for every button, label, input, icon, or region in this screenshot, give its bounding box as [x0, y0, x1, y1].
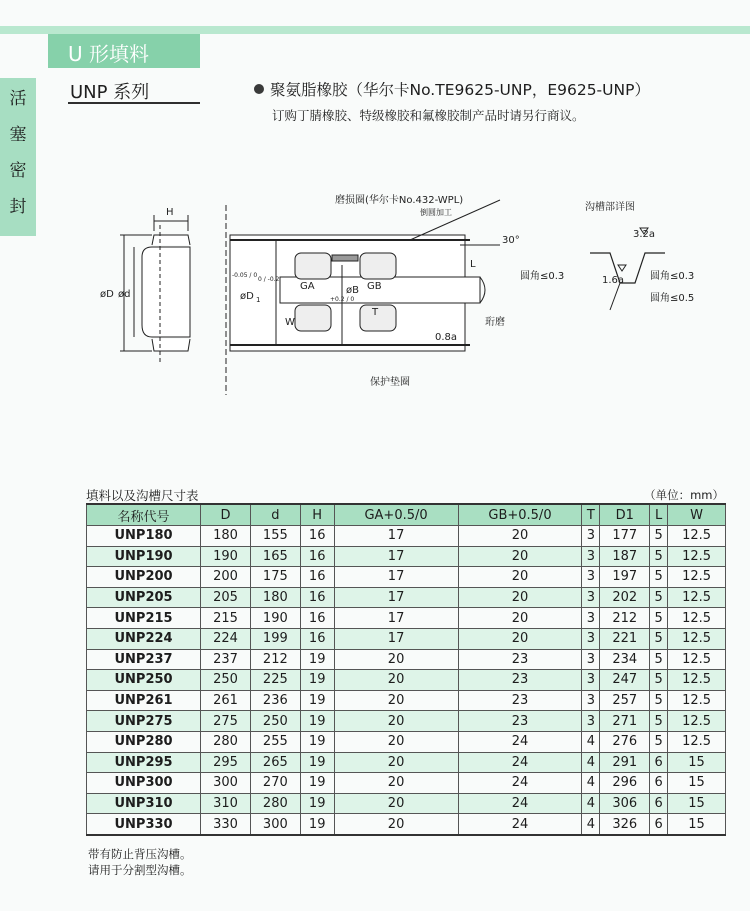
table-cell: 19	[300, 711, 334, 732]
table-cell: 247	[600, 670, 650, 691]
table-unit: （单位：mm）	[644, 488, 724, 502]
product-code-cell: UNP205	[87, 587, 201, 608]
table-cell: 24	[458, 793, 582, 814]
table-cell: 271	[600, 711, 650, 732]
table-cell: 165	[250, 546, 300, 567]
table-cell: 15	[668, 793, 726, 814]
table-cell: 4	[582, 773, 600, 794]
table-cell: 4	[582, 731, 600, 752]
table-cell: 199	[250, 628, 300, 649]
table-cell: 265	[250, 752, 300, 773]
table-cell: 261	[201, 690, 251, 711]
col-header: D	[201, 504, 251, 526]
table-cell: 236	[250, 690, 300, 711]
product-code-cell: UNP275	[87, 711, 201, 732]
table-title: 填料以及沟槽尺寸表	[86, 488, 199, 503]
table-cell: 19	[300, 670, 334, 691]
section-title: U 形填料	[68, 42, 149, 66]
table-cell: 17	[334, 546, 458, 567]
table-cell: 12.5	[668, 670, 726, 691]
packing-lip-upper	[152, 235, 190, 245]
dim-D1-subscript: 1	[256, 296, 261, 304]
table-cell: 20	[458, 628, 582, 649]
product-code-cell: UNP261	[87, 690, 201, 711]
table-cell: 6	[650, 773, 668, 794]
table-cell: 20	[458, 608, 582, 629]
wear-ring-label: 磨损圈(华尔卡No.432-WPL)	[335, 195, 464, 206]
table-cell: 212	[250, 649, 300, 670]
col-header: 名称代号	[87, 504, 201, 526]
col-header: L	[650, 504, 668, 526]
table-cell: 3	[582, 526, 600, 547]
packing-lip-lower	[152, 339, 190, 351]
table-cell: 20	[334, 793, 458, 814]
side-tab-char: 活	[9, 89, 27, 109]
table-cell: 12.5	[668, 546, 726, 567]
table-cell: 20	[458, 526, 582, 547]
table-cell: 16	[300, 546, 334, 567]
table-cell: 19	[300, 773, 334, 794]
table-cell: 250	[250, 711, 300, 732]
table-cell: 20	[334, 814, 458, 835]
table-cell: 234	[600, 649, 650, 670]
table-cell: 20	[458, 587, 582, 608]
table-cell: 4	[582, 814, 600, 835]
table-cell: 24	[458, 814, 582, 835]
table-cell: 15	[668, 752, 726, 773]
table-cell: 291	[600, 752, 650, 773]
table-cell: 3	[582, 628, 600, 649]
table-cell: 23	[458, 711, 582, 732]
table-cell: 3	[582, 608, 600, 629]
col-header: d	[250, 504, 300, 526]
table-cell: 17	[334, 628, 458, 649]
table-cell: 237	[201, 649, 251, 670]
table-row	[87, 793, 726, 814]
bullet-icon	[254, 84, 264, 94]
table-cell: 20	[334, 773, 458, 794]
table-cell: 19	[300, 793, 334, 814]
dimension-table	[86, 503, 726, 836]
table-cell: 20	[334, 711, 458, 732]
table-row	[87, 752, 726, 773]
col-header: H	[300, 504, 334, 526]
col-header: T	[582, 504, 600, 526]
table-cell: 23	[458, 690, 582, 711]
product-code-cell: UNP310	[87, 793, 201, 814]
dim-D-label: øD	[100, 289, 114, 300]
table-cell: 5	[650, 546, 668, 567]
table-cell: 280	[201, 731, 251, 752]
table-cell: 5	[650, 731, 668, 752]
table-cell: 17	[334, 526, 458, 547]
product-heading	[254, 78, 650, 100]
backup-ring-label: 保护垫圈	[370, 377, 410, 388]
table-cell: 306	[600, 793, 650, 814]
product-heading-text: 聚氨脂橡胶（华尔卡No.TE9625-UNP，E9625-UNP）	[270, 81, 650, 99]
groove-detail-title: 沟槽部详图	[585, 202, 635, 213]
dim-D-tolerance: -0.05 / 0	[232, 272, 258, 279]
table-cell: 17	[334, 608, 458, 629]
product-code-cell: UNP250	[87, 670, 201, 691]
table-cell: 255	[250, 731, 300, 752]
table-cell: 16	[300, 587, 334, 608]
table-row	[87, 814, 726, 835]
side-tab-char: 封	[9, 197, 27, 217]
table-cell: 20	[334, 649, 458, 670]
table-cell: 12.5	[668, 587, 726, 608]
table-row	[87, 711, 726, 732]
table-cell: 310	[201, 793, 251, 814]
table-cell: 6	[650, 814, 668, 835]
table-cell: 250	[201, 670, 251, 691]
table-cell: 177	[600, 526, 650, 547]
table-cell: 4	[582, 793, 600, 814]
table-cell: 20	[334, 731, 458, 752]
seal-cross-section-diagram	[80, 185, 700, 415]
fillet-right-top: 圆角≤0.3	[650, 271, 695, 282]
table-row	[87, 526, 726, 547]
col-header: D1	[600, 504, 650, 526]
table-cell: 24	[458, 752, 582, 773]
product-code-cell: UNP215	[87, 608, 201, 629]
table-cell: 20	[334, 690, 458, 711]
table-cell: 3	[582, 546, 600, 567]
table-cell: 12.5	[668, 690, 726, 711]
table-cell: 3	[582, 711, 600, 732]
product-code-cell: UNP200	[87, 567, 201, 588]
table-row	[87, 670, 726, 691]
table-cell: 17	[334, 587, 458, 608]
table-cell: 5	[650, 567, 668, 588]
dim-B-tolerance: +0.2 / 0	[330, 296, 355, 303]
dim-H-label: H	[166, 207, 174, 218]
table-cell: 276	[600, 731, 650, 752]
table-cell: 326	[600, 814, 650, 835]
table-row	[87, 690, 726, 711]
table-cell: 5	[650, 587, 668, 608]
table-cell: 300	[201, 773, 251, 794]
table-cell: 3	[582, 587, 600, 608]
table-cell: 190	[250, 608, 300, 629]
table-cell: 20	[334, 670, 458, 691]
table-row	[87, 567, 726, 588]
table-cell: 16	[300, 567, 334, 588]
table-cell: 24	[458, 731, 582, 752]
table-row	[87, 628, 726, 649]
table-cell: 5	[650, 690, 668, 711]
table-cell: 5	[650, 526, 668, 547]
top-accent-line	[0, 26, 750, 34]
table-cell: 4	[582, 752, 600, 773]
table-cell: 257	[600, 690, 650, 711]
fillet-left: 圆角≤0.3	[520, 271, 565, 282]
table-row	[87, 649, 726, 670]
table-cell: 23	[458, 670, 582, 691]
table-cell: 5	[650, 628, 668, 649]
table-cell: 20	[334, 752, 458, 773]
packing-profile	[142, 247, 190, 337]
dim-B-label: øB	[346, 285, 359, 296]
table-cell: 224	[201, 628, 251, 649]
footnote: 请用于分割型沟槽。	[88, 863, 192, 877]
table-cell: 5	[650, 670, 668, 691]
table-cell: 16	[300, 526, 334, 547]
side-tab-char: 密	[9, 161, 27, 181]
table-cell: 221	[600, 628, 650, 649]
col-header: GB+0.5/0	[458, 504, 582, 526]
table-row	[87, 773, 726, 794]
table-cell: 175	[250, 567, 300, 588]
polish-label: 珩磨	[485, 317, 505, 328]
table-cell: 3	[582, 649, 600, 670]
table-cell: 212	[600, 608, 650, 629]
table-cell: 6	[650, 793, 668, 814]
table-cell: 280	[250, 793, 300, 814]
table-cell: 6	[650, 752, 668, 773]
product-code-cell: UNP190	[87, 546, 201, 567]
table-cell: 5	[650, 711, 668, 732]
table-row	[87, 608, 726, 629]
table-cell: 197	[600, 567, 650, 588]
table-cell: 19	[300, 690, 334, 711]
table-cell: 300	[250, 814, 300, 835]
col-header: W	[668, 504, 726, 526]
dim-GB-label: GB	[367, 281, 382, 292]
table-cell: 180	[250, 587, 300, 608]
table-cell: 270	[250, 773, 300, 794]
table-cell: 19	[300, 752, 334, 773]
product-code-cell: UNP180	[87, 526, 201, 547]
table-cell: 12.5	[668, 731, 726, 752]
table-row	[87, 546, 726, 567]
table-cell: 15	[668, 773, 726, 794]
section-title-bar	[48, 34, 200, 68]
table-cell: 3	[582, 567, 600, 588]
roughness-top: 3.2a	[633, 229, 656, 240]
table-cell: 330	[201, 814, 251, 835]
table-cell: 15	[668, 814, 726, 835]
dim-T-label: T	[372, 307, 379, 318]
table-cell: 200	[201, 567, 251, 588]
series-title-box	[68, 74, 200, 104]
table-cell: 16	[300, 628, 334, 649]
product-code-cell: UNP224	[87, 628, 201, 649]
table-row	[87, 587, 726, 608]
table-cell: 19	[300, 814, 334, 835]
surface-roughness-label: 0.8a	[435, 332, 458, 343]
table-cell: 17	[334, 567, 458, 588]
product-code-cell: UNP300	[87, 773, 201, 794]
table-cell: 5	[650, 649, 668, 670]
table-cell: 215	[201, 608, 251, 629]
table-cell: 205	[201, 587, 251, 608]
table-cell: 187	[600, 546, 650, 567]
side-tab	[0, 78, 36, 236]
table-cell: 12.5	[668, 567, 726, 588]
dim-angle-label: 30°	[502, 235, 520, 246]
table-cell: 12.5	[668, 711, 726, 732]
table-cell: 190	[201, 546, 251, 567]
table-header-row	[87, 504, 726, 526]
series-title: UNP 系列	[70, 82, 150, 103]
roughness-mid: 1.6a	[602, 275, 625, 286]
table-cell: 202	[600, 587, 650, 608]
table-cell: 12.5	[668, 608, 726, 629]
dim-D1-tolerance: 0 / -0.2	[258, 276, 280, 283]
table-cell: 20	[458, 567, 582, 588]
table-cell: 23	[458, 649, 582, 670]
table-cell: 275	[201, 711, 251, 732]
product-code-cell: UNP237	[87, 649, 201, 670]
table-cell: 225	[250, 670, 300, 691]
table-cell: 16	[300, 608, 334, 629]
table-cell: 19	[300, 649, 334, 670]
product-code-cell: UNP330	[87, 814, 201, 835]
product-subtext: 订购丁腈橡胶、特级橡胶和氟橡胶制产品时请另行商议。	[272, 108, 585, 123]
table-cell: 295	[201, 752, 251, 773]
table-cell: 12.5	[668, 649, 726, 670]
dim-L-label: L	[470, 259, 476, 270]
table-cell: 5	[650, 608, 668, 629]
side-tab-char: 塞	[9, 125, 27, 145]
table-cell: 155	[250, 526, 300, 547]
table-cell: 180	[201, 526, 251, 547]
chamfer-label: 倒圆加工	[420, 208, 452, 217]
table-row	[87, 731, 726, 752]
table-cell: 3	[582, 690, 600, 711]
table-cell: 20	[458, 546, 582, 567]
table-cell: 19	[300, 731, 334, 752]
dim-D1-label: øD	[240, 291, 254, 302]
product-code-cell: UNP295	[87, 752, 201, 773]
dim-d-label: ød	[118, 289, 131, 300]
fillet-right-bottom: 圆角≤0.5	[650, 293, 695, 304]
table-cell: 12.5	[668, 526, 726, 547]
product-code-cell: UNP280	[87, 731, 201, 752]
col-header: GA+0.5/0	[334, 504, 458, 526]
dim-GA-label: GA	[300, 281, 315, 292]
table-cell: 24	[458, 773, 582, 794]
table-cell: 12.5	[668, 628, 726, 649]
table-cell: 3	[582, 670, 600, 691]
dim-W-label: W	[285, 317, 295, 328]
footnote: 带有防止背压沟槽。	[88, 847, 192, 861]
table-cell: 296	[600, 773, 650, 794]
